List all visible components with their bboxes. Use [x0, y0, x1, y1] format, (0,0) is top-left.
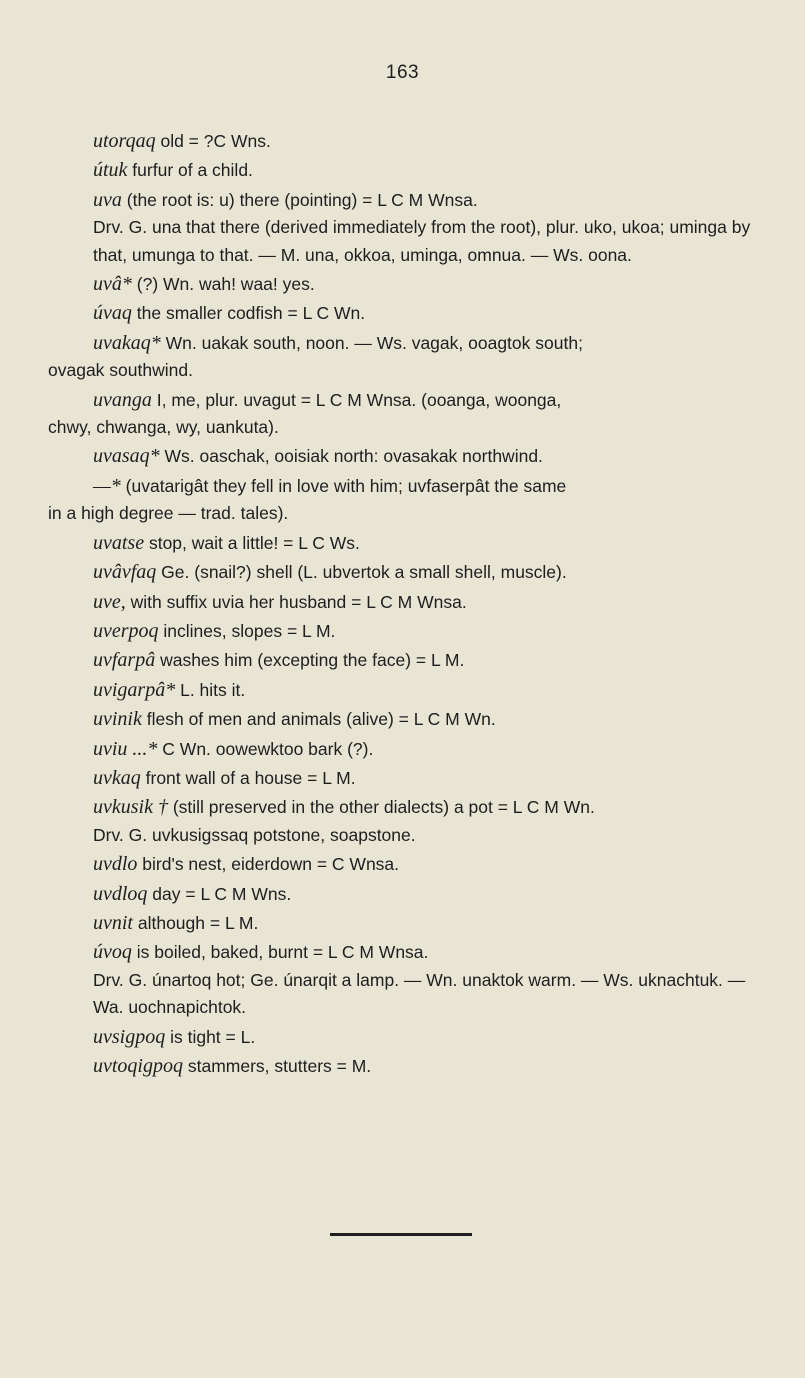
definition: Ge. (snail?) shell (L. ubvertok a small shell, muscle).: [156, 562, 567, 583]
headword: uvdloq: [93, 882, 148, 905]
headword: uvâvfaq: [93, 561, 157, 584]
definition-continuation: Drv. G. una that there (derived immediately from the root), plur. uko, ukoa; uminga by that, umunga to that. — M. una, okkoa, uminga, omnua. — Ws. oona.: [93, 217, 751, 265]
entry: [48, 881, 763, 908]
entry: [48, 851, 763, 878]
page-number: 163: [385, 62, 420, 83]
entry: [48, 473, 763, 528]
headword: útuk: [93, 159, 128, 182]
entry: [48, 647, 763, 674]
end-rule: [330, 1233, 472, 1236]
entry: [48, 157, 763, 184]
entry: [48, 443, 763, 470]
headword: utorqaq: [93, 130, 156, 152]
entry: [48, 939, 763, 1021]
definition-continuation: Drv. G. uvkusigssaq potstone, soapstone.: [93, 824, 416, 845]
definition: washes him (excepting the face) = L M.: [155, 650, 465, 671]
entry: [48, 300, 763, 327]
entry: [48, 794, 763, 849]
definition: furfur of a child.: [127, 160, 253, 181]
definition: Wn. uakak south, noon. — Ws. vagak, ooagtok south;: [160, 332, 583, 353]
definition: day = L C M Wns.: [147, 883, 292, 904]
definition-continuation: Drv. G. únartoq hot; Ge. únarqit a lamp. — Wn. unaktok warm. — Ws. uknachtuk. — Wa. uochnapichtok.: [93, 969, 746, 1018]
definition: is tight = L.: [165, 1026, 256, 1047]
entry: [48, 530, 763, 557]
headword: —*: [93, 474, 121, 497]
entry: [48, 736, 763, 763]
definition: front wall of a house = L M.: [140, 767, 356, 788]
definition: Ws. oaschak, ooisiak north: ovasakak northwind.: [159, 446, 543, 467]
definition: old = ?C Wns.: [155, 131, 271, 151]
definition: stammers, stutters = M.: [183, 1056, 372, 1076]
headword: uviu ...*: [93, 737, 158, 760]
headword: uvkaq: [93, 766, 141, 789]
definition: the smaller codfish = L C Wn.: [131, 303, 366, 324]
headword: uvtoqigpoq: [93, 1055, 183, 1077]
definition: flesh of men and animals (alive) = L C M Wn.: [141, 709, 496, 730]
headword: uvfarpâ: [93, 649, 156, 672]
definition-continuation: in a high degree — trad. tales).: [48, 503, 289, 524]
definition-continuation: ovagak southwind.: [48, 360, 193, 381]
entry: [48, 271, 763, 298]
headword: uvigarpâ*: [93, 678, 176, 701]
entry: [48, 387, 763, 442]
definition: I, me, plur. uvagut = L C M Wnsa. (ooanga, woonga,: [151, 389, 562, 410]
definition: (?) Wn. wah! waa! yes.: [131, 274, 315, 295]
definition: with suffix uvia her husband = L C M Wnsa.: [125, 591, 467, 612]
definition: although = L M.: [133, 912, 259, 933]
definition: L. hits it.: [175, 679, 246, 700]
entry: [48, 187, 763, 269]
definition: stop, wait a little! = L C Ws.: [144, 532, 360, 553]
headword: úvoq: [93, 941, 132, 964]
headword: uvnit: [93, 911, 133, 934]
definition: (still preserved in the other dialects) a pot = L C M Wn.: [167, 797, 595, 818]
headword: úvaq: [93, 302, 132, 325]
headword: uvkusik †: [93, 796, 168, 819]
headword: uve,: [93, 590, 126, 613]
entry: [48, 1024, 763, 1051]
definition-continuation: chwy, chwanga, wy, uankuta).: [48, 417, 279, 438]
definition: (uvatarigât they fell in love with him; uvfaserpât the same: [120, 475, 567, 496]
entry: [48, 589, 763, 616]
headword: uvdlo: [93, 853, 138, 876]
headword: uvasaq*: [93, 445, 160, 468]
entry: [48, 330, 763, 385]
entry-list: [48, 128, 763, 1082]
headword: uva: [93, 188, 122, 211]
headword: uvâ*: [93, 273, 132, 296]
entry: [48, 1053, 763, 1080]
headword: uvanga: [93, 388, 152, 411]
definition: (the root is: u) there (pointing) = L C M Wnsa.: [121, 189, 478, 210]
headword: uverpoq: [93, 619, 159, 642]
definition: bird's nest, eiderdown = C Wnsa.: [137, 854, 400, 875]
entry: [48, 559, 763, 586]
definition: is boiled, baked, burnt = L C M Wnsa.: [131, 942, 429, 963]
definition: C Wn. oowewktoo bark (?).: [157, 738, 374, 759]
headword: uvatse: [93, 531, 145, 554]
entry: [48, 677, 763, 704]
entry: [48, 765, 763, 792]
entry: [48, 706, 763, 733]
headword: uvsigpoq: [93, 1025, 166, 1048]
entry: [48, 618, 763, 645]
headword: uvinik: [93, 708, 142, 731]
definition: inclines, slopes = L M.: [158, 620, 336, 641]
entry: [48, 910, 763, 937]
entry: [48, 128, 763, 155]
headword: uvakaq*: [93, 331, 161, 354]
